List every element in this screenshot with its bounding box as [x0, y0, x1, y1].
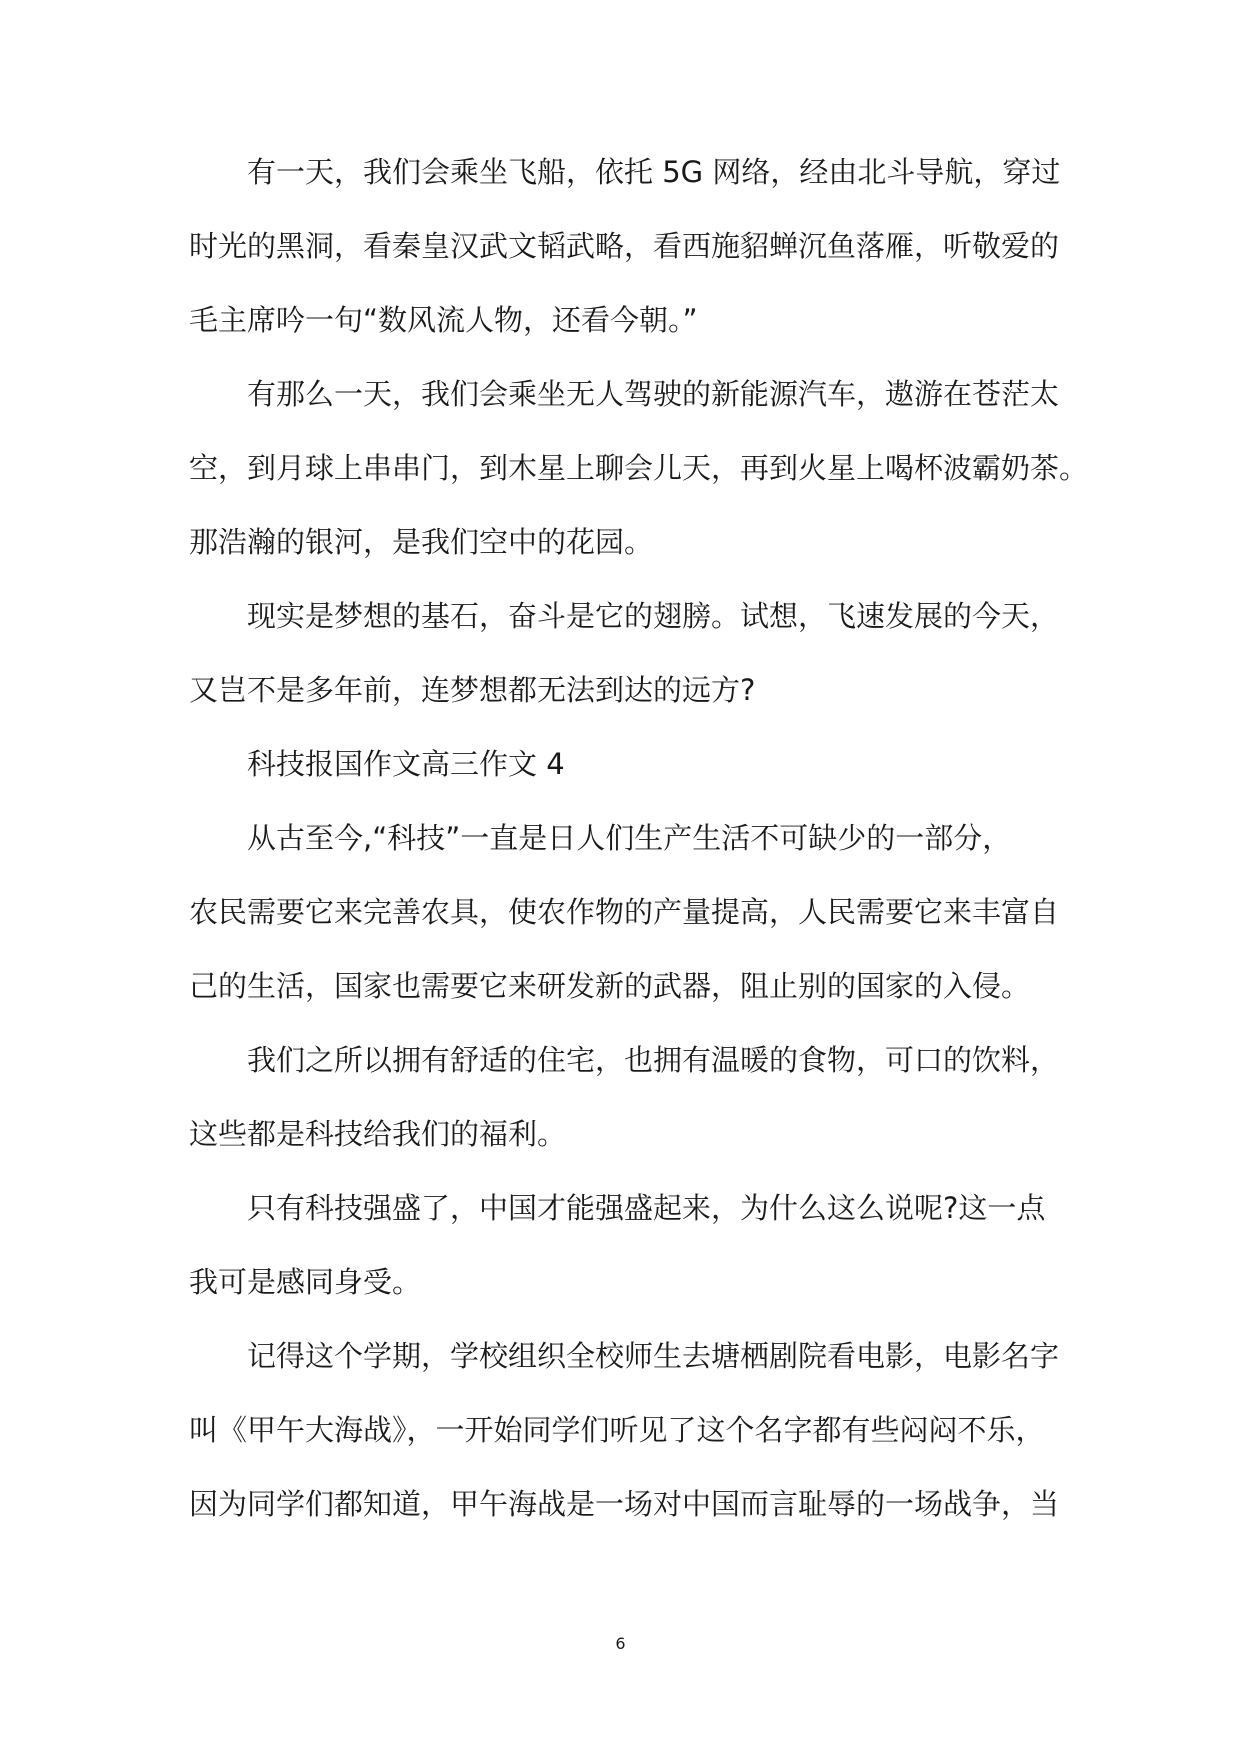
paragraph-line: 空，到月球上串串门，到木星上聊会儿天，再到火星上喝杯波霸奶茶。: [189, 451, 1089, 485]
paragraph-line: 我可是感同身受。: [189, 1265, 422, 1299]
paragraph-line: 又岂不是多年前，连梦想都无法到达的远方?: [189, 673, 756, 707]
paragraph-line: 那浩瀚的银河，是我们空中的花园。: [189, 525, 654, 559]
paragraph-line: 只有科技强盛了，中国才能强盛起来，为什么这么说呢?这一点: [247, 1191, 1046, 1225]
paragraph-line: 从古至今,“科技”一直是日人们生产生活不可缺少的一部分，: [247, 821, 1012, 855]
paragraph-line: 有那么一天，我们会乘坐无人驾驶的新能源汽车，遨游在苍茫太: [247, 377, 1060, 411]
section-heading: 科技报国作文高三作文 4: [247, 747, 565, 781]
paragraph-line: 因为同学们都知道，甲午海战是一场对中国而言耻辱的一场战争，当: [189, 1487, 1060, 1521]
paragraph-line: 叫《甲午大海战》，一开始同学们听见了这个名字都有些闷闷不乐，: [189, 1413, 1045, 1447]
paragraph-line: 现实是梦想的基石，奋斗是它的翅膀。试想，飞速发展的今天，: [247, 599, 1060, 633]
paragraph-line: 己的生活，国家也需要它来研发新的武器，阻止别的国家的入侵。: [189, 969, 1031, 1003]
paragraph-line: 毛主席吟一句“数风流人物，还看今朝。”: [189, 303, 698, 337]
paragraph-line: 农民需要它来完善农具，使农作物的产量提高，人民需要它来丰富自: [189, 895, 1060, 929]
paragraph-line: 这些都是科技给我们的福利。: [189, 1117, 567, 1151]
page-number: 6: [615, 1634, 626, 1653]
paragraph-line: 有一天，我们会乘坐飞船，依托 5G 网络，经由北斗导航，穿过: [247, 155, 1061, 189]
paragraph-line: 记得这个学期，学校组织全校师生去塘栖剧院看电影，电影名字: [247, 1339, 1060, 1373]
paragraph-line: 我们之所以拥有舒适的住宅，也拥有温暖的食物，可口的饮料，: [247, 1043, 1060, 1077]
paragraph-line: 时光的黑洞，看秦皇汉武文韬武略，看西施貂蝉沉鱼落雁，听敬爱的: [189, 229, 1060, 263]
